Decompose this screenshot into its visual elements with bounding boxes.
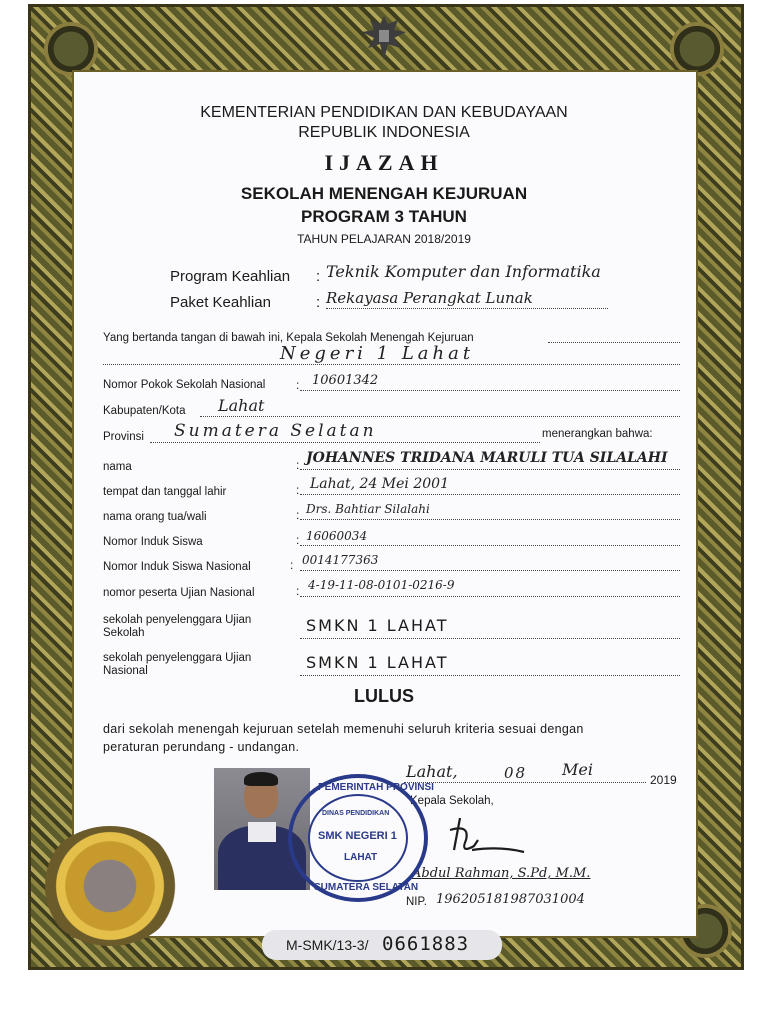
dotted-line	[326, 308, 608, 309]
ministry-heading: KEMENTERIAN PENDIDIKAN DAN KEBUDAYAAN	[200, 104, 568, 121]
program-keahlian-label: Program Keahlian	[170, 268, 291, 285]
serial-prefix: M-SMK/13-3/	[286, 937, 369, 953]
stamp-outer-top: PEMERINTAH PROVINSI	[318, 782, 434, 793]
ujian-nasional-value: SMKN 1 LAHAT	[306, 653, 449, 672]
colon: :	[290, 558, 294, 572]
field-label-un: nomor peserta Ujian Nasional	[103, 587, 255, 599]
signature-year: 2019	[650, 773, 677, 787]
colon: :	[316, 294, 321, 311]
dotted-line	[200, 416, 680, 417]
kabupaten-value: Lahat	[218, 396, 265, 415]
field-label-nisn: Nomor Induk Siswa Nasional	[103, 561, 251, 573]
stamp-inner-1: DINAS PENDIDIKAN	[322, 810, 390, 817]
corner-ornament-top-left	[44, 22, 98, 76]
npsn-label: Nomor Pokok Sekolah Nasional	[103, 379, 266, 391]
signature-place: Lahat,	[406, 762, 458, 781]
academic-year: TAHUN PELAJARAN 2018/2019	[297, 232, 471, 246]
nip-value: 196205181987031004	[436, 892, 585, 907]
provinsi-label: Provinsi	[103, 431, 144, 443]
stamp-inner-3: LAHAT	[344, 852, 378, 863]
dotted-line	[300, 675, 680, 676]
field-value-nama: JOHANNES TRIDANA MARULI TUA SILALAHI	[306, 450, 668, 466]
ujian-sekolah-value: SMKN 1 LAHAT	[306, 616, 449, 635]
dotted-line	[300, 596, 680, 597]
dotted-line	[300, 545, 680, 546]
field-label-orang-tua: nama orang tua/wali	[103, 511, 207, 523]
colon: :	[296, 584, 300, 598]
school-type-heading: SEKOLAH MENENGAH KEJURUAN	[240, 184, 528, 203]
field-label-nama: nama	[103, 461, 132, 473]
intro-text: Yang bertanda tangan di bawah ini, Kepala Sekolah Menengah Kejuruan	[103, 332, 474, 344]
colon: :	[296, 378, 300, 392]
provinsi-suffix: menerangkan bahwa:	[542, 428, 653, 440]
corner-ornament-top-right	[670, 22, 724, 76]
statement-line-2: peraturan perundang - undangan.	[103, 740, 300, 754]
kabupaten-label: Kabupaten/Kota	[103, 405, 186, 417]
dotted-line	[150, 442, 540, 443]
stamp-inner-2: SMK NEGERI 1	[318, 830, 397, 842]
field-label-ttl: tempat dan tanggal lahir	[103, 486, 227, 498]
dotted-line	[103, 364, 680, 365]
school-name-value: Negeri 1 Lahat	[280, 343, 475, 364]
serial-number: 0661883	[382, 933, 470, 955]
program-heading: PROGRAM 3 TAHUN	[301, 207, 467, 226]
document-title: IJAZAH	[324, 150, 444, 175]
signature-role: Kepala Sekolah,	[410, 795, 494, 807]
colon: :	[296, 458, 300, 472]
dotted-line	[300, 390, 680, 391]
signature-day: 08	[504, 764, 528, 782]
dotted-line	[300, 494, 680, 495]
ujian-nasional-label-1: sekolah penyelenggara Ujian	[103, 652, 252, 664]
dotted-line	[548, 342, 680, 343]
paket-keahlian-value: Rekayasa Perangkat Lunak	[326, 289, 533, 307]
field-label-nis: Nomor Induk Siswa	[103, 536, 203, 548]
dotted-line	[300, 570, 680, 571]
nip-label: NIP.	[406, 896, 427, 908]
principal-name: Abdul Rahman, S.Pd, M.M.	[412, 866, 591, 881]
ujian-sekolah-label-1: sekolah penyelenggara Ujian	[103, 614, 252, 626]
statement-line-1: dari sekolah menengah kejuruan setelah memenuhi seluruh kriteria sesuai dengan	[103, 722, 584, 736]
field-value-nisn: 0014177363	[302, 553, 379, 567]
ujian-sekolah-label-2: Sekolah	[103, 627, 145, 639]
field-value-orang-tua: Drs. Bahtiar Silalahi	[306, 502, 430, 516]
program-keahlian-value: Teknik Komputer dan Informatika	[326, 262, 601, 281]
dotted-line	[300, 638, 680, 639]
npsn-value: 10601342	[312, 373, 379, 388]
colon: :	[296, 508, 300, 522]
dotted-line	[404, 782, 646, 783]
colon: :	[296, 483, 300, 497]
field-value-ttl: Lahat, 24 Mei 2001	[310, 476, 449, 492]
stamp-outer-bottom: SUMATERA SELATAN	[314, 882, 419, 893]
signature-month: Mei	[562, 760, 593, 779]
field-value-un: 4-19-11-08-0101-0216-9	[308, 578, 455, 592]
dotted-line	[300, 469, 680, 470]
colon: :	[316, 268, 321, 285]
paket-keahlian-label: Paket Keahlian	[170, 294, 271, 311]
country-heading: REPUBLIK INDONESIA	[298, 124, 470, 141]
principal-signature	[420, 810, 530, 870]
colon: :	[296, 533, 300, 547]
field-value-nis: 16060034	[306, 529, 368, 543]
ujian-nasional-label-2: Nasional	[103, 665, 148, 677]
provinsi-value: Sumatera Selatan	[174, 421, 377, 441]
embossed-seal	[40, 826, 180, 946]
result-status: LULUS	[354, 686, 414, 706]
dotted-line	[300, 519, 680, 520]
garuda-emblem-icon	[360, 12, 408, 64]
